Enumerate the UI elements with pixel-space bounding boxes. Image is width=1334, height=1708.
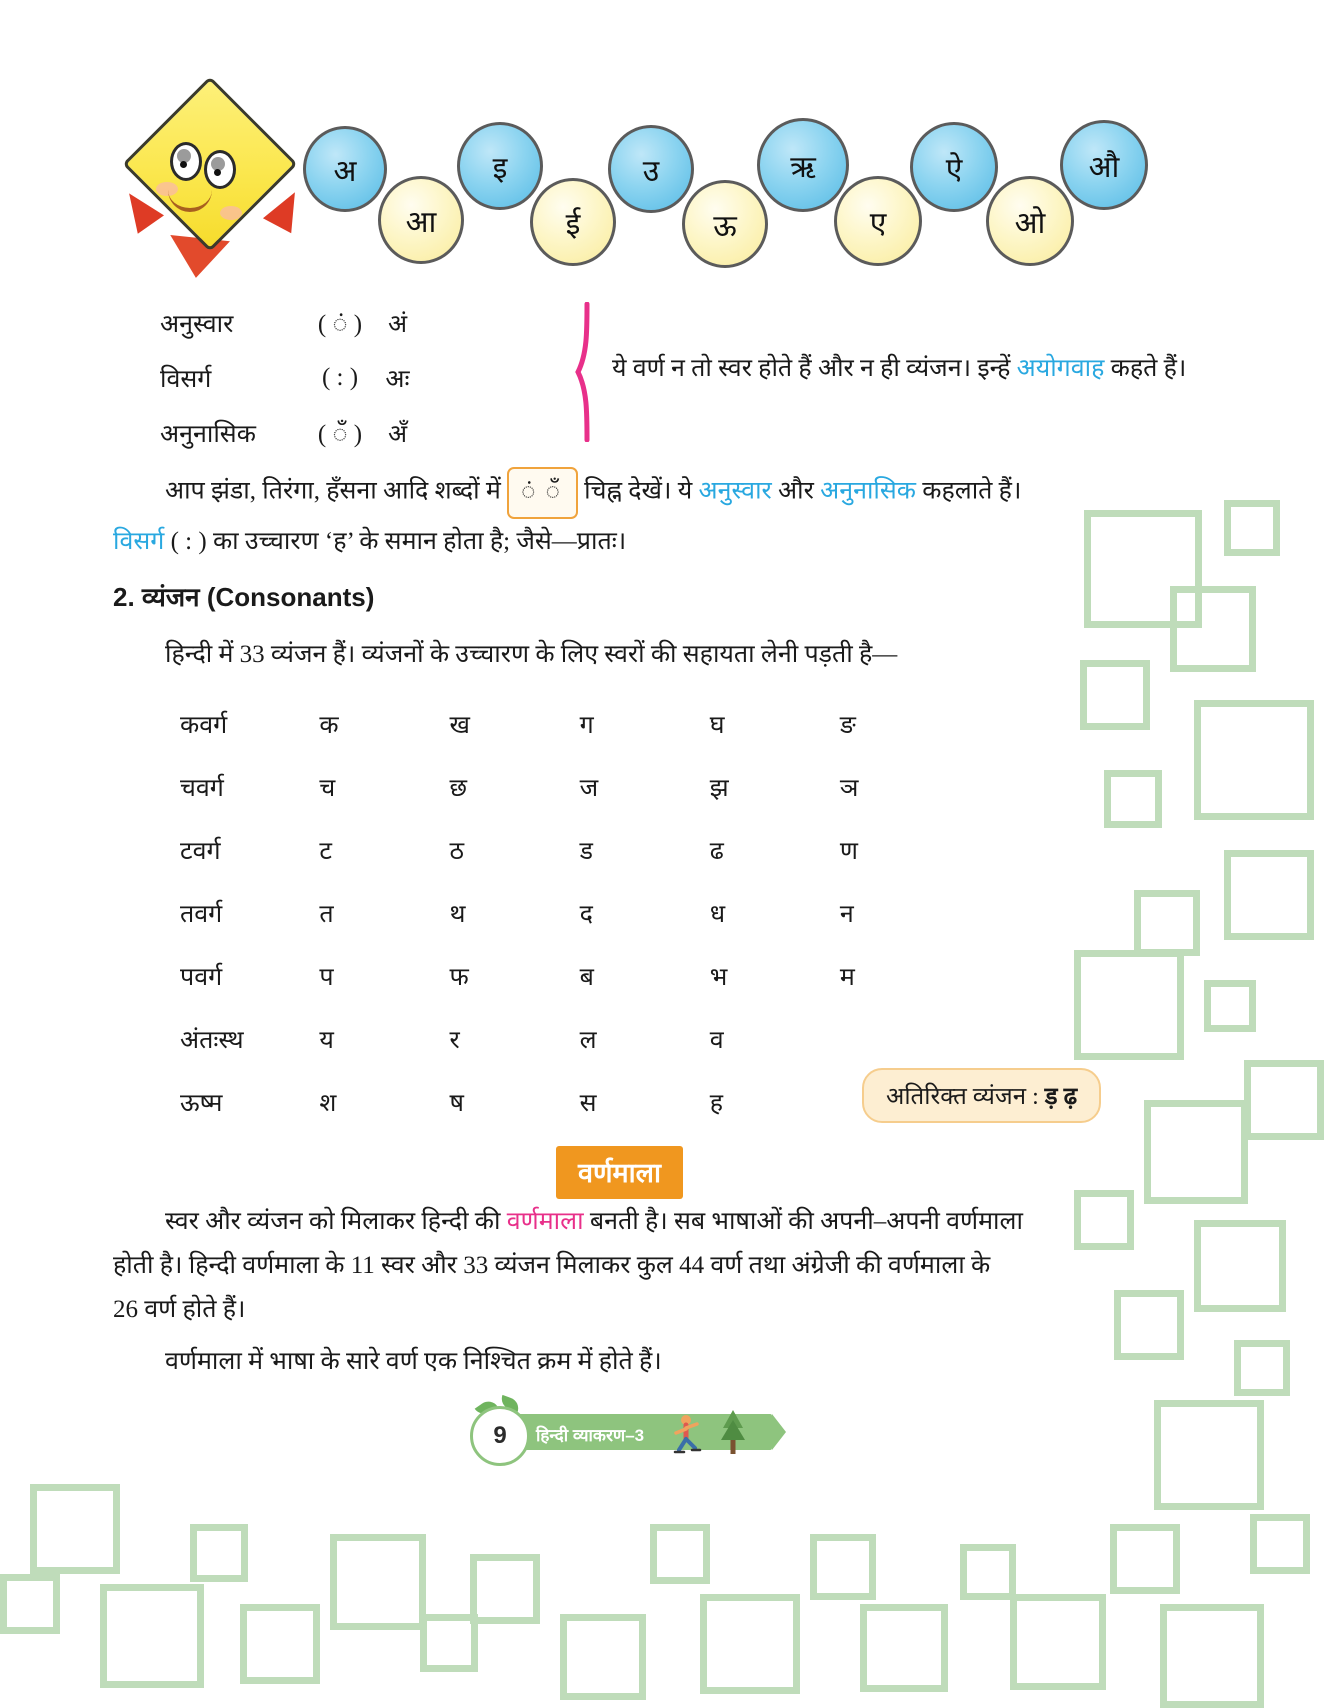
brace-row-symbol: ( : ) — [321, 364, 359, 391]
consonant-group-label: अंतःस्थ — [180, 1026, 244, 1054]
vowel-circle-yellow-2 — [682, 180, 768, 268]
consonant-letter: घ — [709, 711, 725, 739]
consonant-letter: न — [839, 900, 854, 928]
extra-consonants-box — [862, 1068, 1101, 1123]
extra-consonants-letters: ड़ ढ़ — [1044, 1084, 1078, 1110]
vowel-circle-blue-3 — [757, 118, 849, 212]
note-highlight-ayogvaah: अयोगवाह — [1016, 355, 1105, 382]
vowel-letter: ए — [869, 206, 887, 240]
varnamala-banner: वर्णमाला — [556, 1146, 683, 1199]
table-row — [180, 1007, 970, 1070]
paragraph-varnamala-line3: 26 वर्ण होते हैं। — [113, 1296, 246, 1323]
consonant-table — [180, 692, 970, 1133]
vowel-letter: आ — [405, 205, 437, 239]
consonant-letter: श — [319, 1089, 337, 1117]
consonant-group-label: चवर्ग — [180, 774, 224, 802]
consonant-letter: म — [839, 963, 855, 991]
consonant-group-label: कवर्ग — [180, 711, 228, 739]
kite-eye-left — [170, 142, 202, 181]
para1-highlight-anusvaar: अनुस्वार — [698, 477, 772, 505]
brace-row-name: विसर्ग — [160, 366, 212, 393]
consonant-letter: ध — [709, 900, 726, 928]
table-row — [180, 755, 970, 818]
vowel-letter: इ — [492, 151, 508, 185]
consonant-letter: ख — [449, 711, 470, 739]
brace-row-name: अनुस्वार — [160, 311, 234, 338]
consonant-letter: य — [319, 1026, 334, 1054]
brace-row-anunasik — [160, 408, 425, 458]
table-row — [180, 692, 970, 755]
para3-highlight-varnamala: वर्णमाला — [506, 1208, 584, 1235]
vowel-circle-blue-4 — [910, 122, 998, 212]
table-row — [180, 881, 970, 944]
kite-eye-right — [204, 150, 236, 189]
vowel-circle-yellow-1 — [530, 178, 616, 266]
ayogvaah-note — [612, 350, 1186, 384]
paragraph-varnamala-line2: होती है। हिन्दी वर्णमाला के 11 स्वर और 33 व्यंजन मिलाकर कुल 44 वर्ण तथा अंग्रेजी की वर्णमाला के — [113, 1252, 991, 1279]
consonant-group-label: टवर्ग — [180, 837, 221, 865]
consonant-letter: ण — [839, 837, 858, 865]
consonant-letter: प — [319, 963, 334, 991]
vowel-circle-blue-0 — [303, 126, 387, 212]
consonant-letter: द — [579, 900, 593, 928]
consonant-letter: थ — [449, 900, 466, 928]
consonant-group-label: ऊष्म — [180, 1089, 223, 1117]
consonant-letter: झ — [709, 774, 729, 802]
para1-text-1: आप झंडा, तिरंगा, हँसना आदि शब्दों में — [165, 477, 508, 505]
extra-consonants-label: अतिरिक्त व्यंजन : — [886, 1084, 1045, 1110]
vowel-letter: ऊ — [713, 209, 737, 243]
paragraph-visarg — [113, 520, 1113, 564]
consonant-letter: ग — [579, 711, 594, 739]
section-intro-vyanjan: हिन्दी में 33 व्यंजन हैं। व्यंजनों के उच्चारण के लिए स्वरों की सहायता लेनी पड़ती है— — [165, 641, 898, 668]
consonant-group-label: तवर्ग — [180, 900, 223, 928]
para1-text-4: कहलाते हैं। — [916, 477, 1022, 505]
kite-bow-right — [263, 185, 309, 234]
para2-highlight-visarg: विसर्ग — [113, 528, 165, 555]
tree-icon — [716, 1408, 750, 1456]
vowel-circle-blue-2 — [608, 125, 694, 213]
consonant-letter: च — [319, 774, 336, 802]
consonant-letter: ल — [579, 1026, 597, 1054]
brace-row-anusvaar — [160, 298, 425, 348]
brace-row-symbol: ( ं ) — [317, 311, 363, 338]
consonant-letter: ट — [319, 837, 333, 865]
paragraph-varnamala-1 — [165, 1200, 1145, 1244]
consonant-letter: स — [579, 1089, 597, 1117]
vowel-letter: ऋ — [790, 150, 816, 184]
consonant-letter: ष — [449, 1089, 464, 1117]
para2-text: ( : ) का उच्चारण ‘ह’ के समान होता है; जैसे—प्रातः। — [164, 528, 627, 555]
vowel-letter: औ — [1088, 150, 1120, 184]
vowel-circle-yellow-3 — [834, 176, 922, 266]
para1-text-3: और — [771, 477, 821, 505]
brace-row-symbol: ( ँ ) — [317, 421, 363, 448]
consonant-letter: ढ — [709, 837, 724, 865]
note-text-after: कहते हैं। — [1104, 355, 1187, 382]
consonant-letter: ङ — [839, 711, 856, 739]
consonant-letter: त — [319, 900, 334, 928]
consonant-letter: फ — [449, 963, 469, 991]
page-footer — [470, 1406, 790, 1462]
table-row — [180, 1070, 970, 1133]
vowel-circle-yellow-4 — [986, 176, 1074, 266]
para3-text-1: स्वर और व्यंजन को मिलाकर हिन्दी की — [165, 1208, 507, 1235]
vowel-circle-blue-1 — [457, 122, 543, 210]
consonant-letter: व — [709, 1026, 724, 1054]
kite-cheek-right — [220, 206, 242, 220]
consonant-letter: छ — [449, 774, 468, 802]
brace-row-letter: अँ — [387, 421, 408, 448]
consonant-letter: र — [449, 1026, 460, 1054]
book-title-label: हिन्दी व्याकरण–3 — [536, 1426, 645, 1445]
para3-text-2: बनती है। सब भाषाओं की अपनी–अपनी वर्णमाला — [583, 1208, 1023, 1235]
kite-mascot-icon — [120, 90, 310, 290]
vowel-letter: उ — [642, 154, 660, 188]
vowel-circle-yellow-0 — [378, 176, 464, 264]
vowel-illustration-strip — [120, 80, 1140, 280]
note-text-before: ये वर्ण न तो स्वर होते हैं और न ही व्यंजन। इन्हें — [612, 355, 1017, 382]
vowel-letter: ई — [565, 207, 581, 241]
page-number: 9 — [470, 1406, 530, 1466]
consonant-group-label: पवर्ग — [180, 963, 223, 991]
chihn-symbol-box: ं ँ — [507, 467, 578, 519]
consonant-letter: ह — [709, 1089, 724, 1117]
section-heading-vyanjan: 2. व्यंजन (Consonants) — [113, 582, 375, 612]
brace-row-name: अनुनासिक — [160, 421, 256, 448]
table-row — [180, 944, 970, 1007]
consonant-letter: भ — [709, 963, 728, 991]
consonant-letter: क — [319, 711, 339, 739]
decorative-squares-bottom — [0, 1464, 1334, 1694]
para1-text-2: चिह्न देखें। ये — [577, 477, 699, 505]
brace-row-visarg — [160, 353, 425, 403]
paragraph-anusvaar-anunasik — [165, 467, 1140, 519]
kite-tail-bow — [166, 235, 230, 281]
consonant-letter: ड — [579, 837, 594, 865]
curly-brace-icon — [575, 302, 597, 442]
vowel-circle-blue-5 — [1060, 120, 1148, 210]
consonant-letter: ज — [579, 774, 599, 802]
vowel-letter: अ — [333, 154, 357, 188]
ayogvaah-brace-block — [160, 298, 1187, 450]
consonant-letter: ठ — [449, 837, 465, 865]
consonant-letter: ब — [579, 963, 594, 991]
brace-row-letter: अं — [387, 311, 408, 338]
vowel-letter: ऐ — [945, 152, 963, 186]
brace-row-letter: अः — [385, 366, 410, 393]
para1-highlight-anunasik: अनुनासिक — [820, 477, 917, 505]
consonant-letter: ञ — [839, 774, 859, 802]
paragraph-varnamala-2: वर्णमाला में भाषा के सारे वर्ण एक निश्चित क्रम में होते हैं। — [165, 1348, 662, 1375]
skater-figure-icon — [666, 1412, 708, 1456]
table-row — [180, 818, 970, 881]
vowel-letter: ओ — [1014, 206, 1046, 240]
